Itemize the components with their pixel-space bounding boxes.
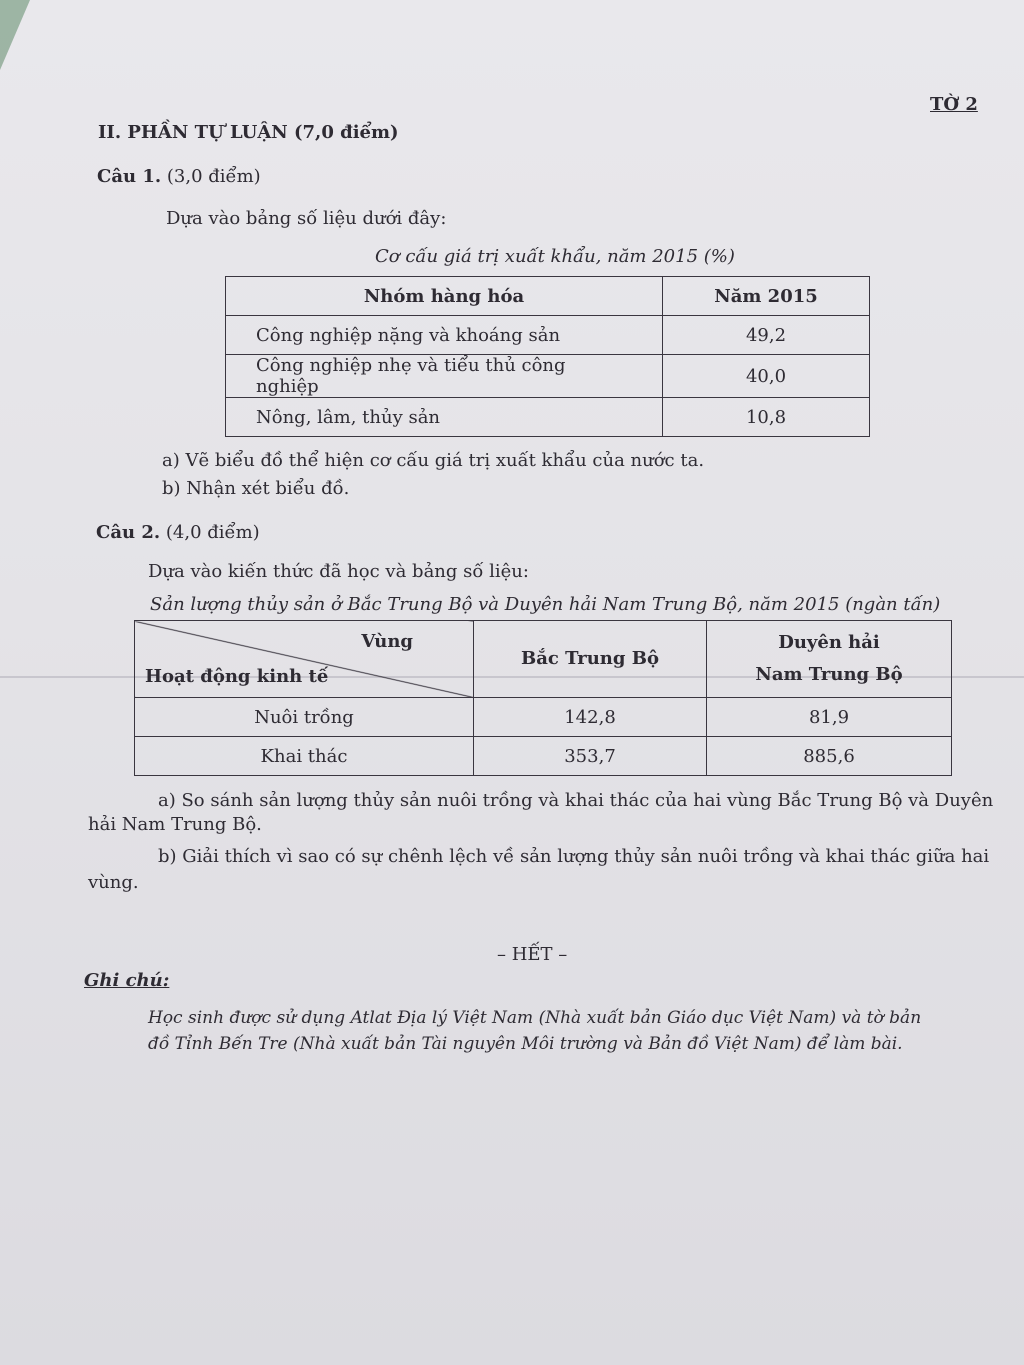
q1-task-b: b) Nhận xét biểu đồ. — [162, 478, 350, 499]
table-cell: 885,6 — [707, 737, 952, 776]
table-cell: Công nghiệp nhẹ và tiểu thủ công nghiệp — [226, 355, 663, 398]
table-cell: 353,7 — [474, 737, 707, 776]
q2-heading — [96, 522, 260, 543]
table-cell: Nuôi trồng — [135, 698, 474, 737]
q2-task-a-line1: a) So sánh sản lượng thủy sản nuôi trồng và khai thác của hai vùng Bắc Trung Bộ và Duyên — [158, 790, 994, 811]
table-row — [135, 737, 952, 776]
q1-heading — [97, 166, 261, 187]
table-cell: Khai thác — [135, 737, 474, 776]
q1-title: Câu 1. — [97, 166, 162, 187]
q1-task-a: a) Vẽ biểu đồ thể hiện cơ cấu giá trị xuất khẩu của nước ta. — [162, 450, 705, 471]
q2-header-dhntb-line2: Nam Trung Bộ — [755, 664, 903, 685]
q2-points: (4,0 điểm) — [165, 522, 260, 543]
q2-intro: Dựa vào kiến thức đã học và bảng số liệu: — [148, 561, 529, 582]
q1-points: (3,0 điểm) — [166, 166, 261, 187]
note-label: Ghi chú: — [84, 970, 170, 991]
q2-corner-region: Vùng — [361, 631, 413, 652]
table-cell: 81,9 — [707, 698, 952, 737]
q2-title: Câu 2. — [96, 522, 161, 543]
q2-table-caption: Sản lượng thủy sản ở Bắc Trung Bộ và Duyên hải Nam Trung Bộ, năm 2015 (ngàn tấn) — [150, 594, 941, 615]
note-line2: đồ Tỉnh Bến Tre (Nhà xuất bản Tài nguyên Môi trường và Bản đồ Việt Nam) để làm bài. — [148, 1034, 903, 1054]
section-title: II. PHẦN TỰ LUẬN (7,0 điểm) — [98, 122, 399, 143]
q2-corner-activity: Hoạt động kinh tế — [145, 666, 329, 687]
table-cell: Nông, lâm, thủy sản — [226, 398, 663, 437]
table-cell: 142,8 — [474, 698, 707, 737]
q1-intro: Dựa vào bảng số liệu dưới đây: — [166, 208, 447, 229]
q2-corner-cell — [135, 621, 474, 698]
table-cell: 40,0 — [663, 355, 870, 398]
table-header-row — [226, 277, 870, 316]
table-row — [226, 316, 870, 355]
sheet-label: TỜ 2 — [930, 94, 978, 115]
table-row — [135, 698, 952, 737]
q1-header-year: Năm 2015 — [663, 277, 870, 316]
q1-table-caption: Cơ cấu giá trị xuất khẩu, năm 2015 (%) — [375, 246, 735, 267]
table-cell: 49,2 — [663, 316, 870, 355]
q2-header-btb: Bắc Trung Bộ — [474, 621, 707, 698]
q2-task-b-line1: b) Giải thích vì sao có sự chênh lệch về sản lượng thủy sản nuôi trồng và khai thác giữa hai — [158, 846, 990, 867]
table-header-row — [135, 621, 952, 698]
q2-task-b-line2: vùng. — [88, 872, 139, 893]
q2-header-dhntb-line1: Duyên hải — [778, 632, 880, 653]
q1-header-group: Nhóm hàng hóa — [226, 277, 663, 316]
q2-header-dhntb — [707, 621, 952, 698]
table-cell: Công nghiệp nặng và khoáng sản — [226, 316, 663, 355]
table-cell: 10,8 — [663, 398, 870, 437]
end-mark: – HẾT – — [497, 944, 568, 965]
table-row — [226, 398, 870, 437]
q2-task-a-line2: hải Nam Trung Bộ. — [88, 814, 262, 835]
note-line1: Học sinh được sử dụng Atlat Địa lý Việt Nam (Nhà xuất bản Giáo dục Việt Nam) và tờ bản — [148, 1008, 922, 1028]
q2-table — [134, 620, 952, 776]
q1-table — [225, 276, 870, 437]
background-corner — [0, 0, 30, 70]
table-row — [226, 355, 870, 398]
